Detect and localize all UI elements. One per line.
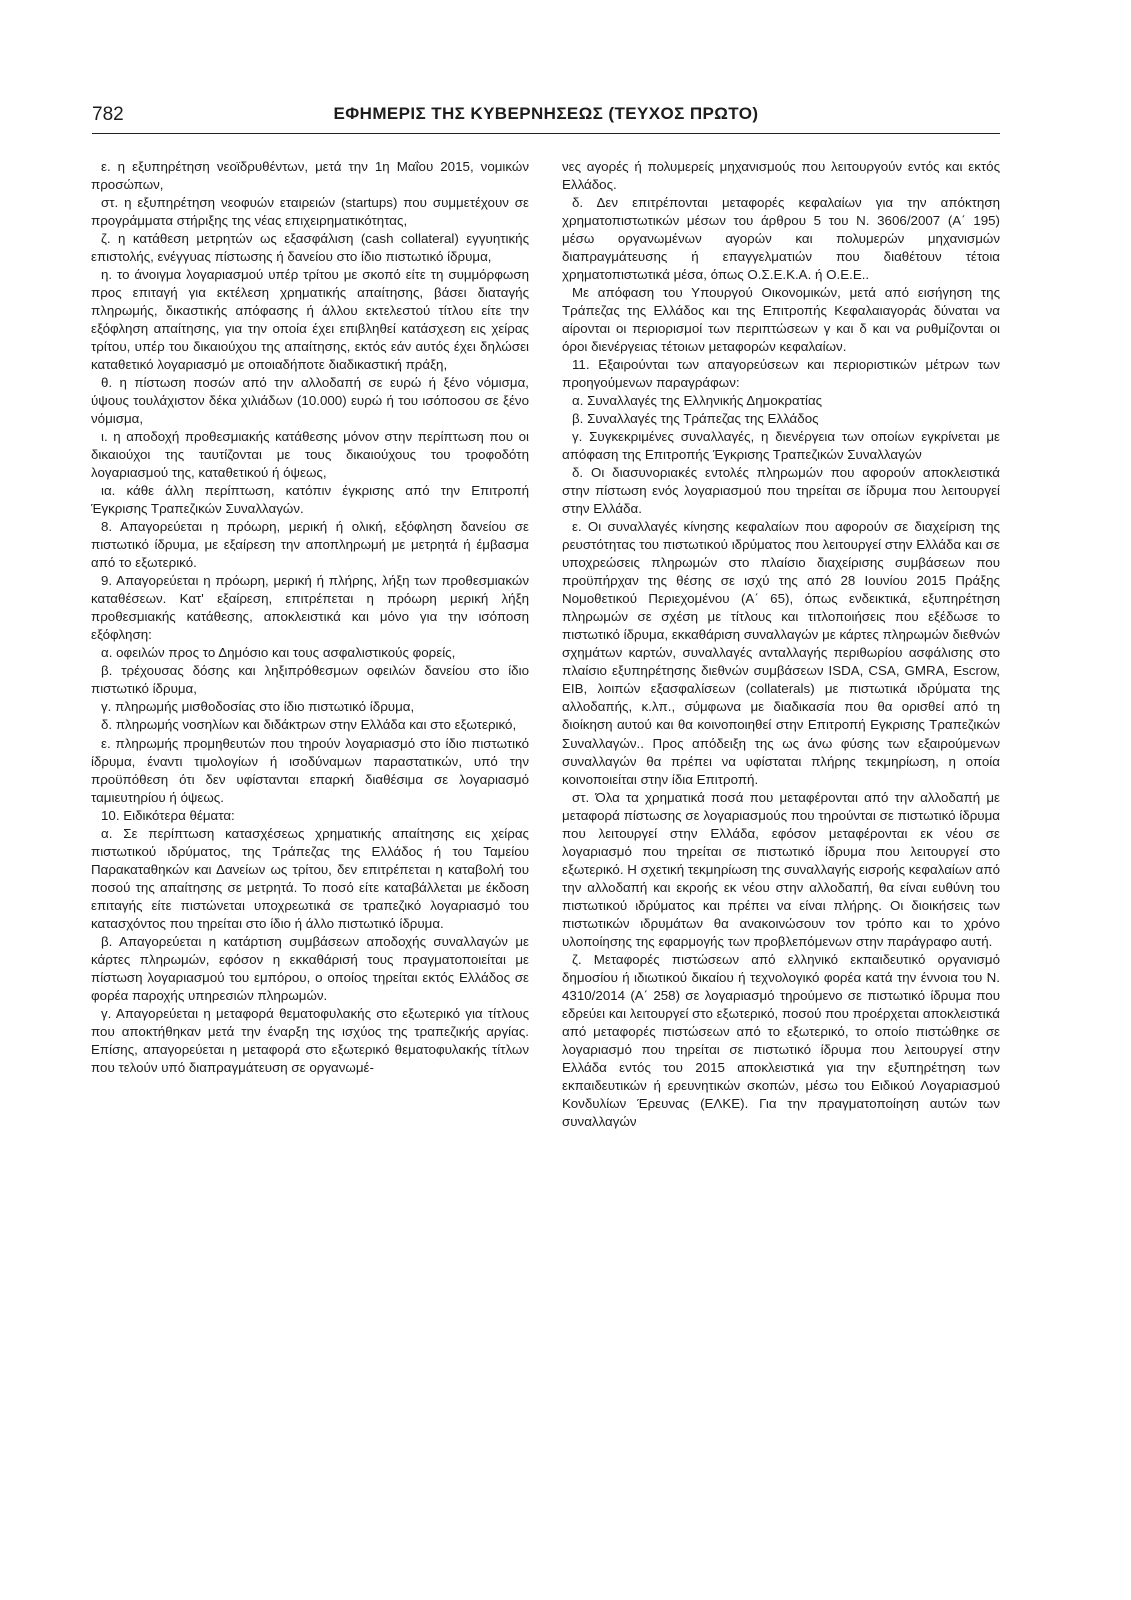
paragraph: ζ. Μεταφορές πιστώσεων από ελληνικό εκπαιδευτικό οργανισμό δημοσίου ή ιδιωτικού δικαίου ή τεχνολογικό φορέα κατά την έννοια του Ν. 4310/2014 (Α΄ 258) σε λογαριασμό τηρούμενο σε πιστωτικό ίδρυμα που εδρεύει και λειτουργεί στο εξωτερικό, ποσού που προέρχεται αποκλειστικά από μεταφορές πιστώσεων από το εξωτερικό, το οποίο πιστώθηκε σε λογαριασμό που τηρείται σε πιστωτικό ίδρυμα που λειτουργεί στην Ελλάδα εντός του 2015 αποκλειστικά για την εξυπηρέτηση των εκπαιδευτικών ή ερευνητικών σκοπών, μέσω του Ειδικού Λογαριασμού Κονδυλίων Έρευνας (ΕΛΚΕ). Για την πραγματοποίηση αυτών των συναλλαγών <box>562 951 1000 1129</box>
paragraph: ε. η εξυπηρέτηση νεοϊδρυθέντων, μετά την 1η Μαΐου 2015, νομικών προσώπων, <box>91 159 529 193</box>
paragraph: δ. Οι διασυνοριακές εντολές πληρωμών που αφορούν αποκλειστικά στην πίστωση ενός λογαριασμού που τηρείται σε ίδρυμα που λειτουργεί στην Ελλάδα. <box>562 465 1000 517</box>
left-column <box>91 158 529 1077</box>
paragraph: 8. Απαγορεύεται η πρόωρη, μερική ή ολική, εξόφληση δανείου σε πιστωτικό ίδρυμα, με εξαίρεση την αποπληρωμή με μετρητά ή έμβασμα από το εξωτερικό. <box>91 519 529 571</box>
paragraph: γ. πληρωμής μισθοδοσίας στο ίδιο πιστωτικό ίδρυμα, <box>101 699 415 715</box>
page-number: 782 <box>92 104 124 125</box>
paragraph: γ. Απαγορεύεται η μεταφορά θεματοφυλακής στο εξωτερικό για τίτλους που αποκτήθηκαν μετά την έναρξη της ισχύος της τραπεζικής αργίας. Επίσης, απαγορεύεται η μεταφορά στο εξωτερικό θεματοφυλακής τίτλων που τελούν υπό διαπραγμάτευση σε οργανωμέ- <box>91 1005 529 1075</box>
paragraph: γ. Συγκεκριμένες συναλλαγές, η διενέργεια των οποίων εγκρίνεται με απόφαση της Επιτροπής Έγκρισης Τραπεζικών Συναλλαγών <box>562 429 1000 463</box>
paragraph: 9. Απαγορεύεται η πρόωρη, μερική ή πλήρης, λήξη των προθεσμιακών καταθέσεων. Κατ' εξαίρεση, επιτρέπεται η πρόωρη μερική λήξη προθεσμιακής κατάθεσης, αποκλειστικά και μόνο για την ισόποση εξόφληση: <box>91 573 529 643</box>
paragraph: η. το άνοιγμα λογαριασμού υπέρ τρίτου με σκοπό είτε τη συμμόρφωση προς επιταγή για εκτέλεση χρηματικής απαίτησης, βάσει διαταγής πληρωμής, δικαστικής απόφασης ή άλλου εκτελεστού τίτλου είτε την εξόφληση απαίτησης, για την οποία έχει επιβληθεί κατάσχεση εις χείρας τρίτου, υπέρ του δικαιούχου της απαίτησης, εκτός εάν αυτός έχει δηλώσει καταθετικό λογαριασμό με οποιαδήποτε διαδικαστική πράξη, <box>91 267 529 373</box>
paragraph: 10. Ειδικότερα θέματα: <box>101 807 235 823</box>
paragraph: θ. η πίστωση ποσών από την αλλοδαπή σε ευρώ ή ξένο νόμισμα, ύψους τουλάχιστον δέκα χιλιάδων (10.000) ευρώ ή του ισόποσου σε ξένο νόμισμα, <box>91 375 529 427</box>
paragraph: δ. πληρωμής νοσηλίων και διδάκτρων στην Ελλάδα και στο εξωτερικό, <box>101 717 517 733</box>
paragraph: στ. Όλα τα χρηματικά ποσά που μεταφέρονται από την αλλοδαπή με μεταφορά πίστωσης σε λογαριασμούς που τηρούνται σε πιστωτικό ίδρυμα που λειτουργεί στην Ελλάδα, εφόσον μεταφέρονται εκ νέου σε λογαριασμό που τηρείται σε πιστωτικό ίδρυμα που λειτουργεί στο εξωτερικό. Η σχετική τεκμηρίωση της συναλλαγής εισροής κεφαλαίων από την αλλοδαπή και εκροής εκ νέου στην αλλοδαπή, θα είναι ευθύνη του πιστωτικού ιδρύματος και πρέπει να είναι πλήρης. Οι διοικήσεις των πιστωτικών ιδρυμάτων θα ανακοινώσουν τον τρόπο και το χρόνο υλοποίησης της εφαρμογής των προβλεπόμενων στην παράγραφο αυτή. <box>562 789 1001 949</box>
paragraph: α. οφειλών προς το Δημόσιο και τους ασφαλιστικούς φορείς, <box>101 645 456 661</box>
paragraph: στ. η εξυπηρέτηση νεοφυών εταιρειών (startups) που συμμετέχουν σε προγράμματα στήριξης της νέας επιχειρηματικότητας, <box>91 195 529 229</box>
paragraph: δ. Δεν επιτρέπονται μεταφορές κεφαλαίων για την απόκτηση χρηματοπιστωτικών μέσων του άρθρου 5 του Ν. 3606/2007 (Α΄ 195) μέσω οργανωμένων αγορών και πολυμερών μηχανισμών διαπραγμάτευσης ή επαγγελματιών που διαθέτουν τέτοια χρηματοπιστωτικά μέσα, όπως Ο.Σ.Ε.Κ.Α. ή Ο.Ε.Ε.. <box>562 195 1000 283</box>
paragraph: Με απόφαση του Υπουργού Οικονομικών, μετά από εισήγηση της Τράπεζας της Ελλάδος και της Επιτροπής Κεφαλαιαγοράς δύναται να αίρονται οι περιορισμοί των περιπτώσεων γ και δ και να ρυθμίζονται οι όροι διενέργειας τέτοιων μεταφορών κεφαλαίων. <box>562 285 1000 355</box>
header-rule <box>92 133 1000 134</box>
page-header <box>92 98 1000 134</box>
running-title: ΕΦΗΜΕΡΙΣ ΤΗΣ ΚΥΒΕΡΝΗΣΕΩΣ (ΤΕΥΧΟΣ ΠΡΩΤΟ) <box>333 104 759 123</box>
right-column <box>562 158 1000 1131</box>
paragraph: νες αγορές ή πολυμερείς μηχανισμούς που λειτουργούν εντός και εκτός Ελλάδος. <box>562 159 1000 193</box>
paragraph: 11. Εξαιρούνται των απαγορεύσεων και περιοριστικών μέτρων των προηγούμενων παραγράφων: <box>562 357 1000 391</box>
paragraph: ε. πληρωμής προμηθευτών που τηρούν λογαριασμό στο ίδιο πιστωτικό ίδρυμα, έναντι τιμολογίων ή ισοδύναμων παραστατικών, υπό την προϋπόθεση ότι δεν υφίστανται επαρκή διαθέσιμα σε λογαριασμό ταμιευτηρίου ή όψεως. <box>91 735 529 805</box>
paragraph: α. Σε περίπτωση κατασχέσεως χρηματικής απαίτησης εις χείρας πιστωτικού ιδρύματος, της Τράπεζας της Ελλάδος ή του Ταμείου Παρακαταθηκών και Δανείων ως τρίτου, δεν επιτρέπεται η καταβολή του ποσού της απαίτησης σε μετρητά. Το ποσό είτε καταβάλλεται με έκδοση επιταγής είτε πιστώνεται υποχρεωτικά σε τραπεζικό λογαριασμό του κατασχόντος που τηρείται στο ίδιο ή άλλο πιστωτικό ίδρυμα. <box>91 825 529 931</box>
paragraph: ε. Οι συναλλαγές κίνησης κεφαλαίων που αφορούν σε διαχείριση της ρευστότητας του πιστωτικού ιδρύματος που λειτουργεί στην Ελλάδα και σε υποχρεώσεις πληρωμών στο πλαίσιο διαχείρισης συμβάσεων που προϋπήρχαν της θέσης σε ισχύ της από 28 Ιουνίου 2015 Πράξης Νομοθετικού Περιεχομένου (Α΄ 65), όπως ενδεικτικά, εξυπηρέτηση πληρωμών σε σχέση με τίτλους και τιτλοποιήσεις που εξέδωσε το πιστωτικό ίδρυμα, εκκαθάριση συναλλαγών με κάρτες πληρωμών διεθνών σχημάτων καρτών, συναλλαγές ανταλλαγής περιθωρίου ασφάλισης στο πλαίσιο εξυπηρέτησης διεθνών συμβάσεων ISDA, CSA, GMRA, Escrow, EIB, λοιπών εξασφαλίσεων (collaterals) με πιστωτικά ιδρύματα της αλλοδαπής, κ.λπ., σύμφωνα με διαδικασία που θα ορισθεί από τη διοίκηση αυτού και θα κοινοποιηθεί στην Επιτροπή Εγκρισης Τραπεζικών Συναλλαγών.. Προς απόδειξη της ως άνω φύσης των εξαιρούμενων συναλλαγών θα πρέπει να υφίσταται πλήρης τεκμηρίωση, η οποία κοινοποιείται στην ίδια Επιτροπή. <box>562 519 1000 787</box>
paragraph: β. τρέχουσας δόσης και ληξιπρόθεσμων οφειλών δανείου στο ίδιο πιστωτικό ίδρυμα, <box>91 663 529 697</box>
paragraph: ζ. η κατάθεση μετρητών ως εξασφάλιση (cash collateral) εγγυητικής επιστολής, ενέγγυας πίστωσης ή δανείου στο ίδιο πιστωτικό ίδρυμα, <box>91 231 529 265</box>
paragraph: β. Συναλλαγές της Τράπεζας της Ελλάδος <box>572 411 819 427</box>
paragraph: ι. η αποδοχή προθεσμιακής κατάθεσης μόνον στην περίπτωση που οι δικαιούχοι της ταυτίζονται με τους δικαιούχους του τροφοδότη λογαριασμού της, καταθετικού ή όψεως, <box>91 429 529 481</box>
paragraph: ια. κάθε άλλη περίπτωση, κατόπιν έγκρισης από την Επιτροπή Έγκρισης Τραπεζικών Συναλλαγών. <box>91 483 529 517</box>
paragraph: α. Συναλλαγές της Ελληνικής Δημοκρατίας <box>572 393 823 409</box>
paragraph: β. Απαγορεύεται η κατάρτιση συμβάσεων αποδοχής συναλλαγών με κάρτες πληρωμών, εφόσον η εκκαθάρισή τους πραγματοποιείται με πίστωση λογαριασμού του εμπόρου, ο οποίος τηρείται εκτός Ελλάδος σε φορέα παροχής υπηρεσιών πληρωμών. <box>91 933 529 1003</box>
